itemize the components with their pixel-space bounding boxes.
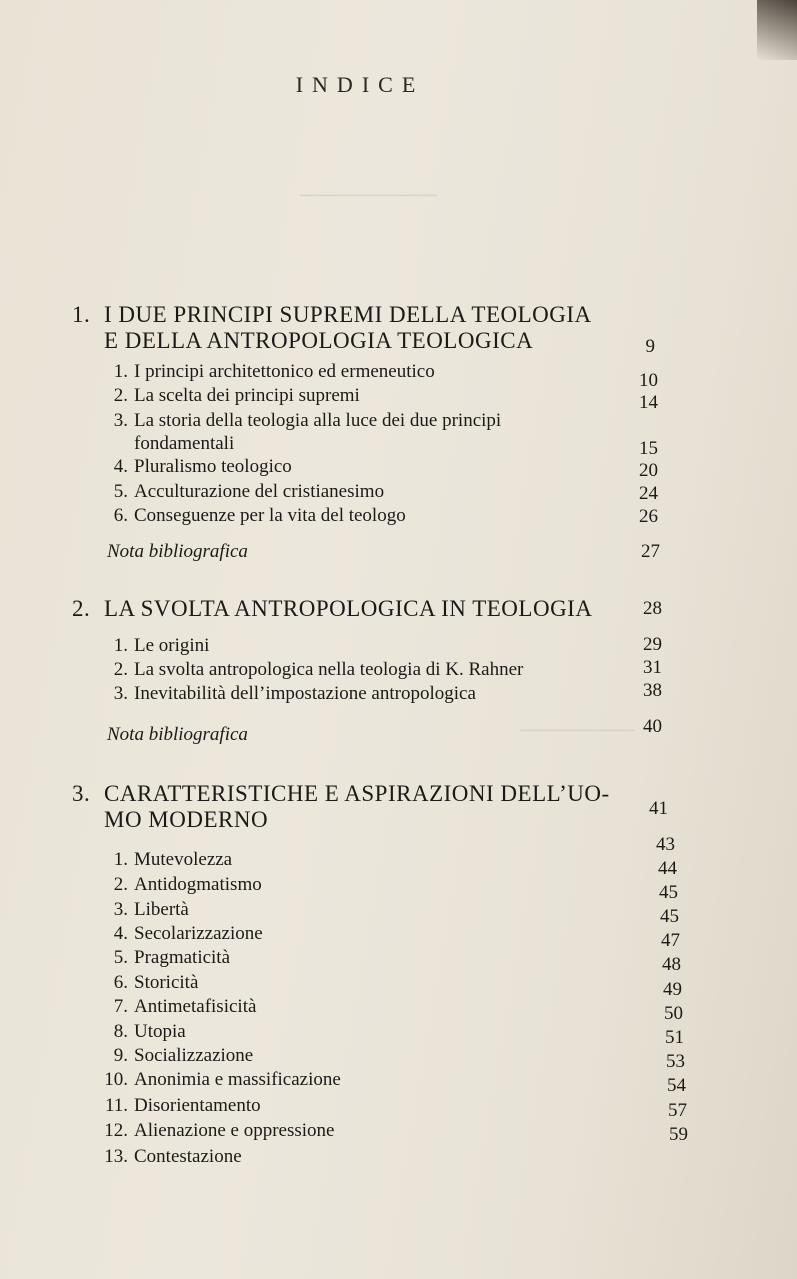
entry-title: Pluralismo teologico <box>134 456 292 477</box>
entry-page-number: 29 <box>643 634 662 655</box>
entry-number: 3. <box>113 410 128 431</box>
entry-page-number: 48 <box>662 954 681 975</box>
toc-entry[interactable] <box>102 898 622 921</box>
entry-title: Storicità <box>134 972 199 993</box>
toc-entry[interactable] <box>102 634 622 657</box>
toc-entry[interactable] <box>102 1094 622 1117</box>
entry-number: 12. <box>104 1120 128 1141</box>
toc-entry[interactable] <box>102 1145 622 1168</box>
entry-number: 13. <box>104 1146 128 1167</box>
entry-title: Socializzazione <box>134 1045 254 1066</box>
entry-page-number: 45 <box>659 882 678 903</box>
entry-page-number: 24 <box>639 483 658 504</box>
entry-page-number: 38 <box>643 680 662 701</box>
toc-entry[interactable] <box>102 1044 622 1067</box>
entry-number: 9. <box>113 1045 128 1066</box>
entry-number: 3. <box>113 683 128 704</box>
entry-page-number: 31 <box>643 657 662 678</box>
entry-page-number: 49 <box>663 979 682 1000</box>
entry-title: Mutevolezza <box>134 849 233 870</box>
chapter-page-number: 28 <box>643 598 662 619</box>
page-title: INDICE <box>295 72 425 97</box>
entry-number: 10. <box>104 1069 128 1090</box>
toc-entry[interactable] <box>102 1020 622 1043</box>
entry-number: 8. <box>113 1021 128 1042</box>
entry-title: Antidogmatismo <box>134 874 262 895</box>
toc-entry[interactable] <box>102 360 622 383</box>
entry-number: 4. <box>113 456 128 477</box>
entry-title-cont: fondamentali <box>134 433 235 454</box>
bibliography-note[interactable]: Nota bibliografica <box>107 541 248 562</box>
entry-title: Inevitabilità dell’impostazione antropologica <box>134 683 476 704</box>
chapter-number: 1. <box>72 302 91 327</box>
entry-page-number: 53 <box>666 1051 685 1072</box>
toc-entry[interactable] <box>102 1068 622 1091</box>
entry-title: Alienazione e oppressione <box>134 1120 335 1141</box>
entry-title: Secolarizzazione <box>134 923 263 944</box>
toc-entry[interactable] <box>102 409 622 455</box>
chapter-page-number: 9 <box>645 336 655 357</box>
chapter-title-line1: LA SVOLTA ANTROPOLOGICA IN TEOLOGIA <box>104 596 593 621</box>
chapter-number: 3. <box>72 781 91 806</box>
entry-page-number: 14 <box>639 392 658 413</box>
toc-entry[interactable] <box>102 682 622 705</box>
entry-number: 11. <box>104 1095 128 1116</box>
entry-page-number: 20 <box>639 460 658 481</box>
entry-page-number: 51 <box>665 1027 684 1048</box>
chapter-number: 2. <box>72 596 91 621</box>
note-page-number: 27 <box>641 541 660 562</box>
entry-number: 1. <box>113 635 128 656</box>
chapter-title-line1: I DUE PRINCIPI SUPREMI DELLA TEOLOGIA <box>104 302 592 327</box>
entry-number: 3. <box>113 899 128 920</box>
toc-entry[interactable] <box>102 873 622 896</box>
entry-page-number: 57 <box>668 1100 687 1121</box>
entry-number: 6. <box>113 972 128 993</box>
entry-number: 1. <box>113 361 128 382</box>
toc-entry[interactable] <box>102 455 622 478</box>
entry-title: Disorientamento <box>134 1095 261 1116</box>
entry-title: Contestazione <box>134 1146 242 1167</box>
chapter-title-line2: E DELLA ANTROPOLOGIA TEOLOGICA <box>104 328 534 353</box>
entry-title: I principi architettonico ed ermeneutico <box>134 361 435 382</box>
entry-title: Antimetafisicità <box>134 996 257 1017</box>
page-corner-shadow <box>757 0 797 60</box>
entry-number: 1. <box>113 849 128 870</box>
entry-page-number: 45 <box>660 906 679 927</box>
entry-page-number: 43 <box>656 834 675 855</box>
toc-entry[interactable] <box>102 504 622 527</box>
toc-entry[interactable] <box>102 971 622 994</box>
note-page-number: 40 <box>643 716 662 737</box>
entry-number: 2. <box>113 659 128 680</box>
toc-entry[interactable] <box>102 848 622 871</box>
entry-title: Libertà <box>134 899 189 920</box>
toc-entry[interactable] <box>102 384 622 407</box>
chapter-page-number: 41 <box>649 798 668 819</box>
entry-title: La storia della teologia alla luce dei due principi <box>134 410 502 431</box>
entry-title: Conseguenze per la vita del teologo <box>134 505 406 526</box>
entry-page-number: 47 <box>661 930 680 951</box>
toc-entry[interactable] <box>102 480 622 503</box>
entry-number: 2. <box>113 385 128 406</box>
toc-entry[interactable] <box>102 946 622 969</box>
bibliography-note[interactable]: Nota bibliografica <box>107 724 248 745</box>
entry-page-number: 15 <box>639 438 658 459</box>
entry-number: 6. <box>113 505 128 526</box>
entry-number: 5. <box>113 947 128 968</box>
entry-title: Pragmaticità <box>134 947 231 968</box>
entry-page-number: 59 <box>669 1124 688 1145</box>
chapter-title-line2: MO MODERNO <box>104 807 269 832</box>
entry-page-number: 10 <box>639 370 658 391</box>
show-through-text: ──────────── <box>300 185 438 207</box>
entry-title: La svolta antropologica nella teologia di K. Rahner <box>134 659 524 680</box>
entry-number: 7. <box>113 996 128 1017</box>
entry-number: 2. <box>113 874 128 895</box>
show-through-text: ────────── <box>520 720 635 742</box>
entry-page-number: 54 <box>667 1075 686 1096</box>
entry-number: 5. <box>113 481 128 502</box>
entry-title: Anonimia e massificazione <box>134 1069 341 1090</box>
entry-number: 4. <box>113 923 128 944</box>
entry-title: La scelta dei principi supremi <box>134 385 360 406</box>
toc-entry[interactable] <box>102 995 622 1018</box>
toc-entry[interactable] <box>102 922 622 945</box>
entry-title: Le origini <box>134 635 210 656</box>
entry-page-number: 26 <box>639 506 658 527</box>
toc-entry[interactable] <box>102 658 622 681</box>
entry-title: Acculturazione del cristianesimo <box>134 481 385 502</box>
entry-page-number: 44 <box>658 858 677 879</box>
entry-page-number: 50 <box>664 1003 683 1024</box>
chapter-title-line1: CARATTERISTICHE E ASPIRAZIONI DELL’UO- <box>104 781 610 806</box>
entry-title: Utopia <box>134 1021 186 1042</box>
toc-entry[interactable] <box>102 1119 622 1142</box>
